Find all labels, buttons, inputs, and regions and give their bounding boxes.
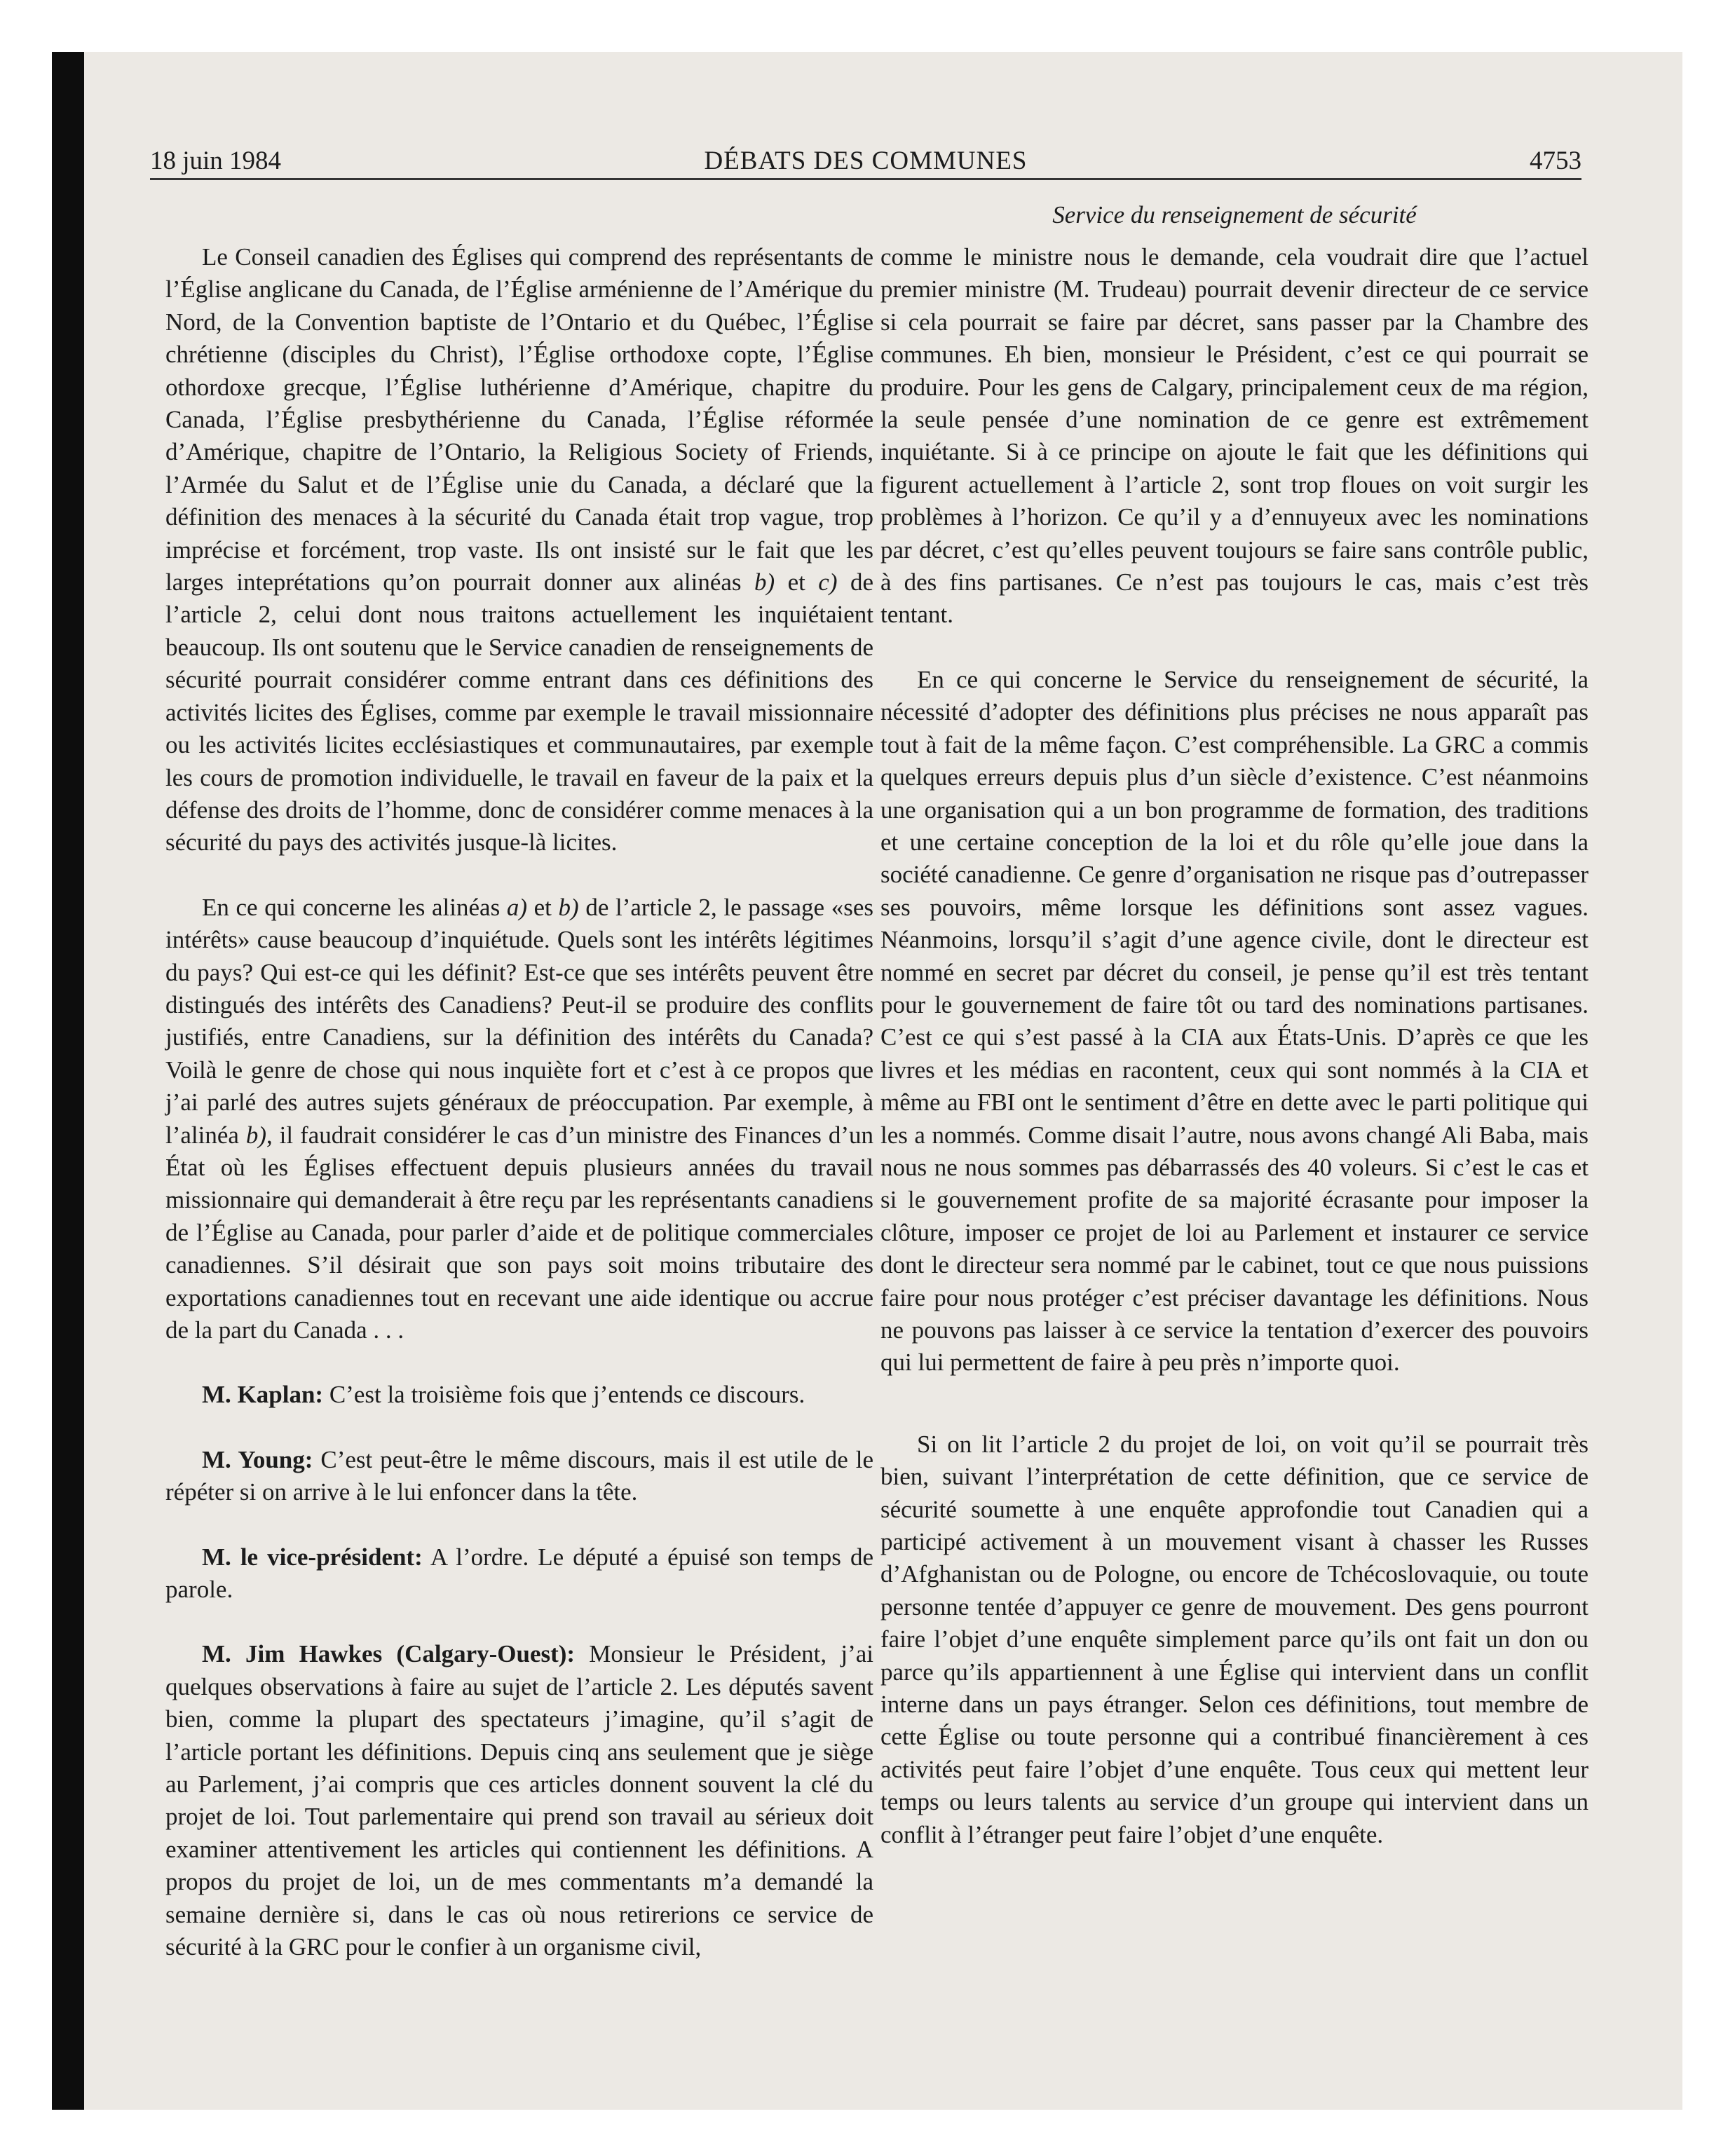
paragraph: En ce qui concerne les alinéas a) et b) de l’article 2, le passage «ses intérêts» cause beaucoup d’inquiétude. Quels sont les intérêts légitimes du pays? Qui est-ce qui les définit? Est-ce que ses intérêts peuvent être distingués des intérêts des Canadiens? Peut-il se produire des conflits justifiés, entre Canadiens, sur la définition des intérêts du Canada? Voilà le genre de chose qui nous inquiète fort et c’est à ce propos que j’ai parlé des autres sujets généraux de préoccupation. Par exemple, à l’alinéa b), il faudrait considérer le cas d’un ministre des Finances d’un État où les Églises effectuent depuis plusieurs années du travail missionnaire qui demanderait à être reçu par les représentants canadiens de l’Église au Canada, pour parler d’aide et de politique commerciales canadiennes. S’il désirait que son pays soit moins tributaire des exportations canadiennes tout en recevant une aide identique ou accrue de la part du Canada . . .: [165, 893, 874, 1344]
paragraph: En ce qui concerne le Service du renseignement de sécurité, la nécessité d’adopter des définitions plus précises ne nous apparaît pas tout à fait de la même façon. C’est compréhensible. La GRC a commis quelques erreurs depuis plus d’un siècle d’existence. C’est néanmoins une organisation qui a un bon programme de formation, des traditions et une certaine conception de la loi et du rôle qu’elle joue dans la société canadienne. Ce genre d’organisation ne risque pas d’outrepasser ses pouvoirs, même lorsque les définitions sont assez vagues. Néanmoins, lorsqu’il s’agit d’une agence civile, dont le directeur est nommé en secret par décret du conseil, je pense qu’il est très tentant pour le gouvernement de faire tôt ou tard des nominations partisanes. C’est ce qui s’est passé à la CIA aux États-Unis. D’après ce que les livres et les médias en racontent, ceux qui sont nommés à la CIA et même au FBI ont le sentiment d’être en dette avec le parti politique qui les a nommés. Comme disait l’autre, nous avons changé Ali Baba, mais nous ne nous sommes pas débarrassés des 40 voleurs. Si c’est le cas et si le gouvernement profite de sa majorité écrasante pour imposer la clôture, imposer ce projet de loi au Parlement et instaurer ce service dont le directeur sera nommé par le cabinet, tout ce que nous puissions faire pour nous protéger c’est préciser davantage les définitions. Nous ne pouvons pas laisser à ce service la tentation d’exercer des pouvoirs qui lui permettent de faire à peu près n’importe quoi.: [880, 665, 1588, 1377]
speech-vice-president: M. le vice-président: A l’ordre. Le député a épuisé son temps de parole.: [165, 1543, 873, 1604]
scanned-page: [52, 52, 1682, 2110]
speaker-name: M. Young:: [202, 1445, 313, 1473]
paragraph: comme le ministre nous le demande, cela voudrait dire que l’actuel premier ministre (M. Trudeau) pourrait devenir directeur de ce service si cela pourrait se faire par décret, sans passer par la Chambre des communes. Eh bien, monsieur le Président, c’est ce qui pourrait se produire. Pour les gens de Calgary, principalement ceux de ma région, la seule pensée d’une nomination de ce genre est extrêmement inquiétante. Si à ce principe on ajoute le fait que les définitions qui figurent actuellement à l’article 2, sont trop floues on voit surgir les problèmes à l’horizon. Ce qu’il y a d’ennuyeux avec les nominations par décret, c’est qu’elles peuvent toujours se faire sans contrôle public, à des fins partisanes. Ce n’est pas toujours le cas, mais c’est très tentant.: [880, 243, 1588, 629]
paragraph: Si on lit l’article 2 du projet de loi, on voit qu’il se pourrait très bien, suivant l’interprétation de cette définition, que ce service de sécurité soumette à une enquête approfondie tout Canadien qui a participé activement à un mouvement visant à chasser les Russes d’Afghanistan ou de Pologne, ou encore de Tchécoslovaquie, ou toute personne tentée d’appuyer ce genre de mouvement. Des gens pourront faire l’objet d’une enquête simplement parce qu’ils ont fait un don ou parce qu’ils appartiennent à une Église qui intervient dans un conflit interne dans un pays étranger. Selon ces définitions, tout membre de cette Église ou toute personne qui a contribué financièrement à ces activités peut faire l’objet d’une enquête. Tous ceux qui mettent leur temps ou leurs talents au service d’un groupe qui intervient dans un conflit à l’étranger peut faire l’objet d’une enquête.: [880, 1430, 1588, 1848]
section-title: Service du renseignement de sécurité: [1052, 201, 1417, 228]
speech-hawkes: M. Jim Hawkes (Calgary-Ouest): Monsieur le Président, j’ai quelques observations à faire au sujet de l’article 2. Les députés savent bien, comme la plupart des spectateurs j’imagine, qu’il s’agit de l’article portant les définitions. Depuis cinq ans seulement que je siège au Parlement, j’ai compris que ces articles donnent souvent la clé du projet de loi. Tout parlementaire qui prend son travail au sérieux doit examiner attentivement les articles qui contiennent les définitions. A propos du projet de loi, un de mes commentants m’a demandé la semaine dernière si, dans le cas où nous retirerions ce service de sécurité à la GRC pour le confier à un organisme civil,: [165, 1640, 873, 1961]
page-header: [150, 144, 1581, 180]
page-number: 4753: [1530, 146, 1581, 175]
left-column: [165, 241, 873, 1964]
header-date: 18 juin 1984: [150, 146, 282, 175]
speaker-name: M. le vice-président:: [202, 1543, 423, 1571]
right-column: [880, 241, 1588, 1851]
binding-edge: [52, 52, 84, 2110]
header-title: DÉBATS DES COMMUNES: [704, 146, 1028, 175]
speech-kaplan: M. Kaplan: C’est la troisième fois que j’entends ce discours.: [202, 1381, 805, 1409]
speech-young: M. Young: C’est peut-être le même discours, mais il est utile de le répéter si on arrive à le lui enfoncer dans la tête.: [165, 1445, 874, 1506]
speaker-name: M. Jim Hawkes (Calgary-Ouest):: [202, 1640, 576, 1668]
paragraph: Le Conseil canadien des Églises qui comprend des représentants de l’Église anglicane du Canada, de l’Église arménienne de l’Amérique du Nord, de la Convention baptiste de l’Ontario et du Québec, l’Église chrétienne (disciples du Christ), l’Église orthodoxe copte, l’Église othordoxe grecque, l’Église luthérienne d’Amérique, chapitre du Canada, l’Église presbythérienne du Canada, l’Église réformée d’Amérique, chapitre de l’Ontario, la Religious Society of Friends, l’Armée du Salut et de l’Église unie du Canada, a déclaré que la définition des menaces à la sécurité du Canada était trop vague, trop imprécise et forcément, trop vaste. Ils ont insisté sur le fait que les larges inteprétations qu’on pourrait donner aux alinéas b) et c) de l’article 2, celui dont nous traitons actuellement les inquiétaient beaucoup. Ils ont soutenu que le Service canadien de renseignements de sécurité pourrait considérer comme entrant dans ces définitions des activités licites des Églises, comme par exemple le travail missionnaire ou les activités licites ecclésiastiques et communautaires, par exemple les cours de promotion individuelle, le travail en faveur de la paix et la défense des droits de l’homme, donc de considérer comme menaces à la sécurité du pays des activités jusque-là licites.: [165, 243, 873, 857]
speaker-name: M. Kaplan:: [202, 1381, 324, 1409]
